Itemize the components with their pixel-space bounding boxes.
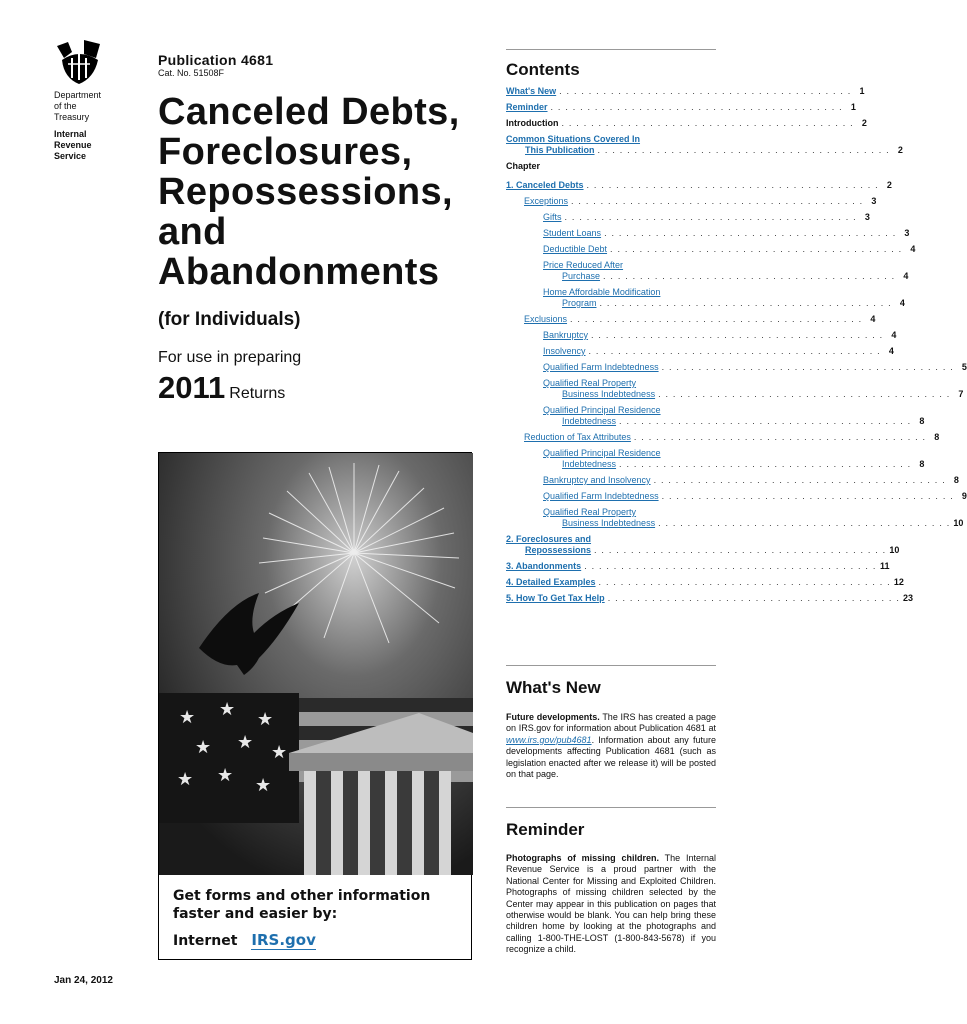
toc-entry[interactable] (506, 593, 914, 604)
toc-entry[interactable] (506, 260, 909, 282)
toc-entry-label[interactable]: Exclusions (524, 314, 568, 324)
toc-leader-dots: . . . . . . . . . . . . . . . . . . . . . . . . . . . . . . . . . . . . . . . . (586, 180, 879, 190)
divider (506, 807, 716, 808)
toc-leader-dots: . . . . . . . . . . . . . . . . . . . . . . . . . . . . . . . . . . . . . . . . (604, 228, 897, 238)
svg-text:★: ★ (195, 737, 212, 758)
toc-leader-dots: . . . . . . . . . . . . . . . . . . . . . . . . . . . . . . . . . . . . . . . . (653, 475, 946, 485)
svg-text:★: ★ (179, 707, 196, 728)
tax-year-line (158, 370, 285, 406)
toc-entry[interactable] (506, 534, 900, 556)
toc-page-number: 9 (961, 491, 967, 501)
toc-entry-label[interactable]: Reduction of Tax Attributes (524, 432, 631, 442)
toc-page-number: 23 (903, 593, 914, 603)
toc-page-number: 2 (861, 118, 867, 128)
toc-page-number: 4 (899, 298, 905, 308)
toc-entry-label[interactable]: Introduction (506, 118, 559, 128)
cover-image-box (158, 452, 472, 960)
toc-page-number: 4 (903, 271, 909, 281)
toc-leader-dots: . . . . . . . . . . . . . . . . . . . . . . . . . . . . . . . . . . . . . . . . (588, 346, 881, 356)
whats-new-text-1: The IRS has created a page on IRS.gov for information about Publication 4681 at (506, 712, 716, 734)
toc-entry-label[interactable]: Bankruptcy and Insolvency (543, 475, 651, 485)
internet-label: Internet (173, 933, 238, 949)
toc-page-number: 4 (870, 314, 876, 324)
department-block (54, 90, 101, 162)
toc-page-number: 3 (864, 212, 870, 222)
toc-leader-dots: . . . . . . . . . . . . . . . . . . . . . . . . . . . . . . . . . . . . . . . . (597, 145, 890, 155)
toc-entry[interactable] (506, 86, 865, 97)
toc-entry-label[interactable]: Bankruptcy (543, 330, 589, 340)
toc-entry[interactable] (506, 491, 967, 502)
toc-entry-label[interactable]: Home Affordable Modification (543, 287, 661, 297)
reminder-text: The Internal Revenue Service is a proud partner with the National Center for Missing and Exploited Children. Photographs of missing children selected by the Center may appear in this publication on pages that otherwise would be blank. You can help bring these children home by looking at the photographs and calling 1-800-THE-LOST (1-800-843-5678) if you recognize a child. (506, 853, 717, 955)
toc-page-number: 5 (961, 362, 967, 372)
toc-page-number: 8 (953, 475, 959, 485)
svg-text:★: ★ (217, 765, 234, 786)
toc-leader-dots: . . . . . . . . . . . . . . . . . . . . . . . . . . . . . . . . . . . . . . . . (661, 491, 954, 501)
toc-entry[interactable] (506, 378, 964, 400)
reminder-paragraph (506, 853, 716, 956)
toc-page-number: 10 (889, 545, 900, 555)
toc-page-number: 4 (910, 244, 916, 254)
toc-page-number: 8 (919, 459, 925, 469)
toc-entry-label[interactable]: Indebtedness (562, 416, 617, 426)
toc-page-number: 4 (888, 346, 894, 356)
toc-entry[interactable] (506, 287, 905, 309)
toc-leader-dots: . . . . . . . . . . . . . . . . . . . . . . . . . . . . . . . . . . . . . . . . (571, 196, 864, 206)
title-line: Repossessions, (158, 171, 453, 213)
toc-entry-label[interactable]: Qualified Real Property (543, 507, 637, 517)
irs-eagle-logo (54, 38, 104, 86)
toc-entry-label[interactable]: Price Reduced After (543, 260, 624, 270)
promo-line-2: faster and easier by: (173, 906, 338, 922)
reminder-heading: Reminder (506, 820, 585, 839)
toc-leader-dots: . . . . . . . . . . . . . . . . . . . . . . . . . . . . . . . . . . . . . . . . (598, 577, 891, 587)
service-line-1: Internal (54, 129, 87, 139)
svg-text:★: ★ (219, 699, 236, 720)
pub4681-link[interactable]: www.irs.gov/pub4681 (506, 734, 592, 745)
title-line: Foreclosures, (158, 131, 413, 173)
toc-entry-label[interactable]: Deductible Debt (543, 244, 608, 254)
toc-entry[interactable] (506, 134, 903, 156)
toc-chapter-label: Chapter (506, 161, 541, 171)
toc-entry[interactable] (506, 118, 867, 129)
toc-entry-label[interactable]: Purchase (562, 271, 601, 281)
toc-entry-label[interactable]: Business Indebtedness (562, 389, 656, 399)
toc-page-number: 11 (880, 561, 890, 571)
toc-page-number: 3 (871, 196, 877, 206)
title-line: Abandonments (158, 251, 440, 293)
toc-page-number: 10 (953, 518, 964, 528)
department-line-2: of the (54, 101, 77, 111)
whats-new-text-2: . Information about any future developments affecting Publication 4681 (such as legislation enacted after we release it) will be posted on that page. (506, 734, 716, 780)
internet-row (173, 931, 430, 949)
whats-new-heading: What's New (506, 678, 601, 697)
title-line: and (158, 211, 227, 253)
table-of-contents (506, 86, 967, 609)
toc-entry-label[interactable]: Qualified Real Property (543, 378, 637, 388)
department-line-1: Department (54, 90, 102, 100)
toc-leader-dots: . . . . . . . . . . . . . . . . . . . . . . . . . . . . . . . . . . . . . . . . (607, 593, 901, 603)
toc-entry-label[interactable]: 3. Abandonments (506, 561, 582, 571)
toc-page-number: 4 (891, 330, 897, 340)
toc-page-number: 8 (919, 416, 925, 426)
toc-entry-label[interactable]: Program (562, 298, 597, 308)
toc-leader-dots: . . . . . . . . . . . . . . . . . . . . . . . . . . . . . . . . . . . . . . . . (591, 330, 884, 340)
promo-line-1: Get forms and other information (173, 888, 431, 904)
toc-entry[interactable] (506, 102, 856, 113)
toc-page-number: 2 (897, 145, 903, 155)
toc-leader-dots: . . . . . . . . . . . . . . . . . . . . . . . . . . . . . . . . . . . . . . . . (564, 212, 857, 222)
toc-leader-dots: . . . . . . . . . . . . . . . . . . . . . . . . . . . . . . . . . . . . . . . . (610, 244, 903, 254)
catalog-number: Cat. No. 51508F (158, 68, 225, 78)
toc-entry-label[interactable]: Business Indebtedness (562, 518, 656, 528)
toc-entry-label[interactable]: Student Loans (543, 228, 602, 238)
divider (506, 49, 716, 50)
reminder-lead: Photographs of missing children. (506, 853, 659, 863)
toc-leader-dots: . . . . . . . . . . . . . . . . . . . . . . . . . . . . . . . . . . . . . . . . (658, 389, 951, 399)
toc-leader-dots: . . . . . . . . . . . . . . . . . . . . . . . . . . . . . . . . . . . . . . . . (559, 86, 852, 96)
toc-entry[interactable] (506, 475, 959, 486)
toc-entry-label[interactable]: Gifts (543, 212, 562, 222)
toc-leader-dots: . . . . . . . . . . . . . . . . . . . . . . . . . . . . . . . . . . . . . . . . (658, 518, 951, 528)
toc-entry-label[interactable]: Qualified Principal Residence (543, 405, 661, 415)
toc-entry-label[interactable]: Qualified Principal Residence (543, 448, 661, 458)
whats-new-paragraph (506, 712, 716, 780)
title-line: Canceled Debts, (158, 91, 460, 133)
toc-entry[interactable] (506, 432, 940, 443)
svg-text:★: ★ (271, 742, 288, 763)
toc-entry-label[interactable]: Reminder (506, 102, 548, 112)
toc-entry-label[interactable]: Indebtedness (562, 459, 617, 469)
toc-entry-label[interactable]: 4. Detailed Examples (506, 577, 596, 587)
toc-page-number: 7 (958, 389, 964, 399)
svg-text:★: ★ (237, 732, 254, 753)
toc-leader-dots: . . . . . . . . . . . . . . . . . . . . . . . . . . . . . . . . . . . . . . . . (619, 459, 912, 469)
toc-entry-label[interactable]: Qualified Farm Indebtedness (543, 491, 659, 501)
toc-entry-label[interactable]: Repossessions (525, 545, 592, 555)
toc-entry-label[interactable]: What's New (506, 86, 557, 96)
svg-text:★: ★ (255, 775, 272, 796)
toc-entry-label[interactable]: 1. Canceled Debts (506, 180, 584, 190)
service-line-2: Revenue (54, 140, 92, 150)
toc-entry[interactable] (506, 212, 870, 223)
document-title (158, 92, 498, 292)
whats-new-lead: Future developments. (506, 712, 600, 722)
publication-number: Publication 4681 (158, 52, 274, 68)
toc-leader-dots: . . . . . . . . . . . . . . . . . . . . . . . . . . . . . . . . . . . . . . . . (633, 432, 927, 442)
toc-entry[interactable] (506, 196, 877, 207)
tax-year: 2011 (158, 370, 226, 405)
toc-entry[interactable] (506, 507, 964, 529)
toc-entry[interactable] (506, 228, 910, 239)
toc-entry-label[interactable]: Qualified Farm Indebtedness (543, 362, 659, 372)
toc-leader-dots: . . . . . . . . . . . . . . . . . . . . . . . . . . . . . . . . . . . . . . . . (661, 362, 954, 372)
toc-leader-dots: . . . . . . . . . . . . . . . . . . . . . . . . . . . . . . . . . . . . . . . . (603, 271, 896, 281)
toc-leader-dots: . . . . . . . . . . . . . . . . . . . . . . . . . . . . . . . . . . . . . . . . (594, 545, 887, 555)
toc-entry[interactable] (506, 577, 904, 588)
toc-entry-label[interactable]: Common Situations Covered In (506, 134, 641, 144)
toc-entry[interactable] (506, 362, 967, 373)
toc-entry[interactable] (506, 346, 894, 357)
use-in-preparing: For use in preparing (158, 349, 302, 366)
divider (506, 665, 716, 666)
toc-page-number: 1 (859, 86, 865, 96)
toc-page-number: 1 (850, 102, 856, 112)
contents-heading: Contents (506, 60, 580, 79)
returns-label: Returns (229, 385, 286, 402)
toc-leader-dots: . . . . . . . . . . . . . . . . . . . . . . . . . . . . . . . . . . . . . . . . (584, 561, 877, 571)
toc-entry[interactable] (506, 180, 892, 191)
toc-entry[interactable] (506, 448, 925, 470)
toc-page-number: 2 (886, 180, 892, 190)
toc-entry-label[interactable]: Exceptions (524, 196, 569, 206)
toc-leader-dots: . . . . . . . . . . . . . . . . . . . . . . . . . . . . . . . . . . . . . . . . (570, 314, 863, 324)
toc-entry[interactable] (506, 405, 925, 427)
toc-page-number: 8 (934, 432, 940, 442)
document-subtitle: (for Individuals) (158, 309, 301, 330)
toc-entry[interactable] (506, 330, 897, 341)
toc-page-number: 12 (893, 577, 904, 587)
toc-leader-dots: . . . . . . . . . . . . . . . . . . . . . . . . . . . . . . . . . . . . . . . . (550, 102, 843, 112)
svg-text:★: ★ (257, 709, 274, 730)
irs-gov-link[interactable]: IRS.gov (251, 931, 316, 949)
toc-entry[interactable] (506, 561, 890, 572)
cover-photo-fireworks-eagle-flag-courthouse (159, 453, 473, 875)
toc-entry[interactable] (506, 314, 876, 325)
toc-leader-dots: . . . . . . . . . . . . . . . . . . . . . . . . . . . . . . . . . . . . . . . . (619, 416, 912, 426)
toc-page-number: 3 (904, 228, 910, 238)
promo-block (173, 887, 430, 949)
toc-leader-dots: . . . . . . . . . . . . . . . . . . . . . . . . . . . . . . . . . . . . . . . . (599, 298, 892, 308)
toc-entry-label[interactable]: Insolvency (543, 346, 586, 356)
svg-text:★: ★ (177, 769, 194, 790)
toc-entry-label[interactable]: 2. Foreclosures and (506, 534, 592, 544)
toc-entry[interactable] (506, 244, 916, 255)
toc-entry-label[interactable]: This Publication (525, 145, 595, 155)
publication-date: Jan 24, 2012 (54, 975, 113, 986)
toc-entry-label[interactable]: 5. How To Get Tax Help (506, 593, 605, 603)
toc-leader-dots: . . . . . . . . . . . . . . . . . . . . . . . . . . . . . . . . . . . . . . . . (561, 118, 854, 128)
department-line-3: Treasury (54, 112, 90, 122)
service-line-3: Service (54, 151, 87, 161)
